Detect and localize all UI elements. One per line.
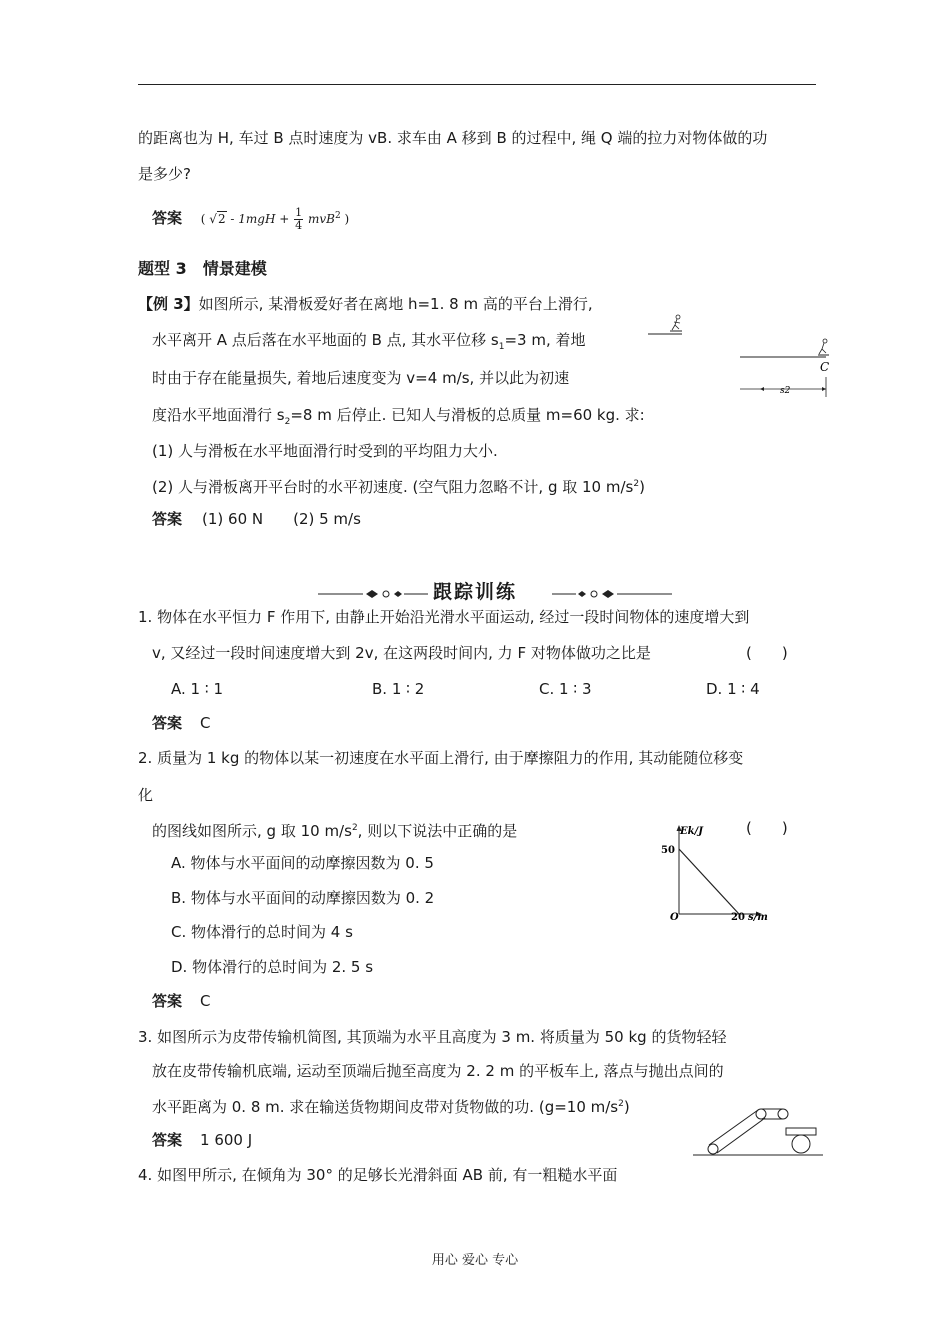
section-title: 题型 3 情景建模 bbox=[138, 259, 267, 278]
p2-line-3: 的图线如图所示, g 取 10 $m/s^2$, 则以下说法中正确的是 bbox=[152, 822, 518, 840]
graph-origin: O bbox=[670, 912, 679, 923]
p1-option-d: D. 1 ∶ 4 bbox=[706, 680, 760, 698]
title-ornament-right bbox=[552, 589, 674, 599]
graph-xlabel: s/m bbox=[748, 912, 768, 923]
p1-line-1: 1. 物体在水平恒力 F 作用下, 由静止开始沿光滑水平面运动, 经过一段时间物体的速度增大到 bbox=[138, 608, 750, 626]
p1-answer: 答案 C bbox=[152, 714, 211, 732]
p2-line-1: 2. 质量为 1 kg 的物体以某一初速度在水平面上滑行, 由于摩擦阻力的作用, 其动能随位移变 bbox=[138, 749, 744, 767]
header-rule bbox=[138, 84, 816, 85]
example-line-1: 【例 3】如图所示, 某滑板爱好者在离地 h=1. 8 m 高的平台上滑行, bbox=[138, 295, 593, 313]
intro-answer bbox=[152, 206, 349, 232]
example-line-2: 水平离开 A 点后落在水平地面的 B 点, 其水平位移 $s_1=3$ m, 着地 bbox=[152, 331, 586, 352]
p3-line-1: 3. 如图所示为皮带传输机简图, 其顶端为水平且高度为 3 m. 将质量为 50 kg 的货物轻轻 bbox=[138, 1028, 727, 1046]
p1-answer-paren: ( ) bbox=[746, 644, 788, 662]
p2-option-a: A. 物体与水平面间的动摩擦因数为 0. 5 bbox=[171, 854, 434, 872]
skateboard-figure bbox=[640, 305, 840, 405]
conveyor-figure bbox=[693, 1105, 828, 1165]
p2-option-d: D. 物体滑行的总时间为 2. 5 s bbox=[171, 958, 374, 976]
p2-answer-paren: ( ) bbox=[746, 819, 788, 837]
p2-option-c: C. 物体滑行的总时间为 4 s bbox=[171, 923, 353, 941]
p1-line-2: v, 又经过一段时间速度增大到 2v, 在这两段时间内, 力 F 对物体做功之比是 bbox=[152, 644, 651, 662]
p4-line-1: 4. 如图甲所示, 在倾角为 30° 的足够长光滑斜面 AB 前, 有一粗糙水平面 bbox=[138, 1166, 618, 1184]
graph-ylabel: Ek/J bbox=[680, 826, 703, 837]
example-answer: 答案 (1) 60 N (2) 5 m/s bbox=[152, 510, 361, 528]
answer-formula: ( √2 - 1mgH + $\frac{1}{4}$ mvB$^2$ ) bbox=[200, 206, 350, 232]
page-footer: 用心 爱心 专心 bbox=[431, 1253, 519, 1268]
question-2: (2) 人与滑板离开平台时的水平初速度. (空气阻力忽略不计, g 取 10 $m/s^2$) bbox=[152, 478, 645, 496]
p3-line-2: 放在皮带传输机底端, 运动至顶端后抛至高度为 2. 2 m 的平板车上, 落点与抛出点间的 bbox=[152, 1062, 724, 1080]
intro-line-2: 是多少? bbox=[138, 165, 191, 183]
p1-option-a: A. 1 ∶ 1 bbox=[171, 680, 224, 698]
fig-label-s2: s2 bbox=[780, 386, 791, 396]
p2-answer: 答案 C bbox=[152, 992, 211, 1010]
example-line-4: 度沿水平地面滑行 $s_2=8$ m 后停止. 已知人与滑板的总质量 m=60 kg. 求: bbox=[152, 406, 645, 427]
training-title: 跟踪训练 bbox=[432, 581, 517, 603]
energy-displacement-graph bbox=[658, 822, 783, 924]
fig-label-c: C bbox=[820, 360, 830, 374]
p2-line-2: 化 bbox=[138, 786, 154, 804]
p2-option-b: B. 物体与水平面间的动摩擦因数为 0. 2 bbox=[171, 889, 435, 907]
answer-label: 答案 bbox=[152, 209, 183, 227]
example-line-3: 时由于存在能量损失, 着地后速度变为 v=4 m/s, 并以此为初速 bbox=[152, 369, 570, 387]
p3-answer: 答案 1 600 J bbox=[152, 1131, 253, 1149]
p1-option-b: B. 1 ∶ 2 bbox=[372, 680, 425, 698]
p1-option-c: C. 1 ∶ 3 bbox=[539, 680, 592, 698]
p3-line-3: 水平距离为 0. 8 m. 求在输送货物期间皮带对货物做的功. (g=10 $m/s^2$) bbox=[152, 1098, 630, 1116]
graph-xtick: 20 bbox=[731, 912, 745, 923]
question-1: (1) 人与滑板在水平地面滑行时受到的平均阻力大小. bbox=[152, 442, 498, 460]
graph-ytick: 50 bbox=[661, 845, 675, 856]
intro-line-1: 的距离也为 H, 车过 B 点时速度为 vB. 求车由 A 移到 B 的过程中, 绳 Q 端的拉力对物体做的功 bbox=[138, 129, 768, 147]
